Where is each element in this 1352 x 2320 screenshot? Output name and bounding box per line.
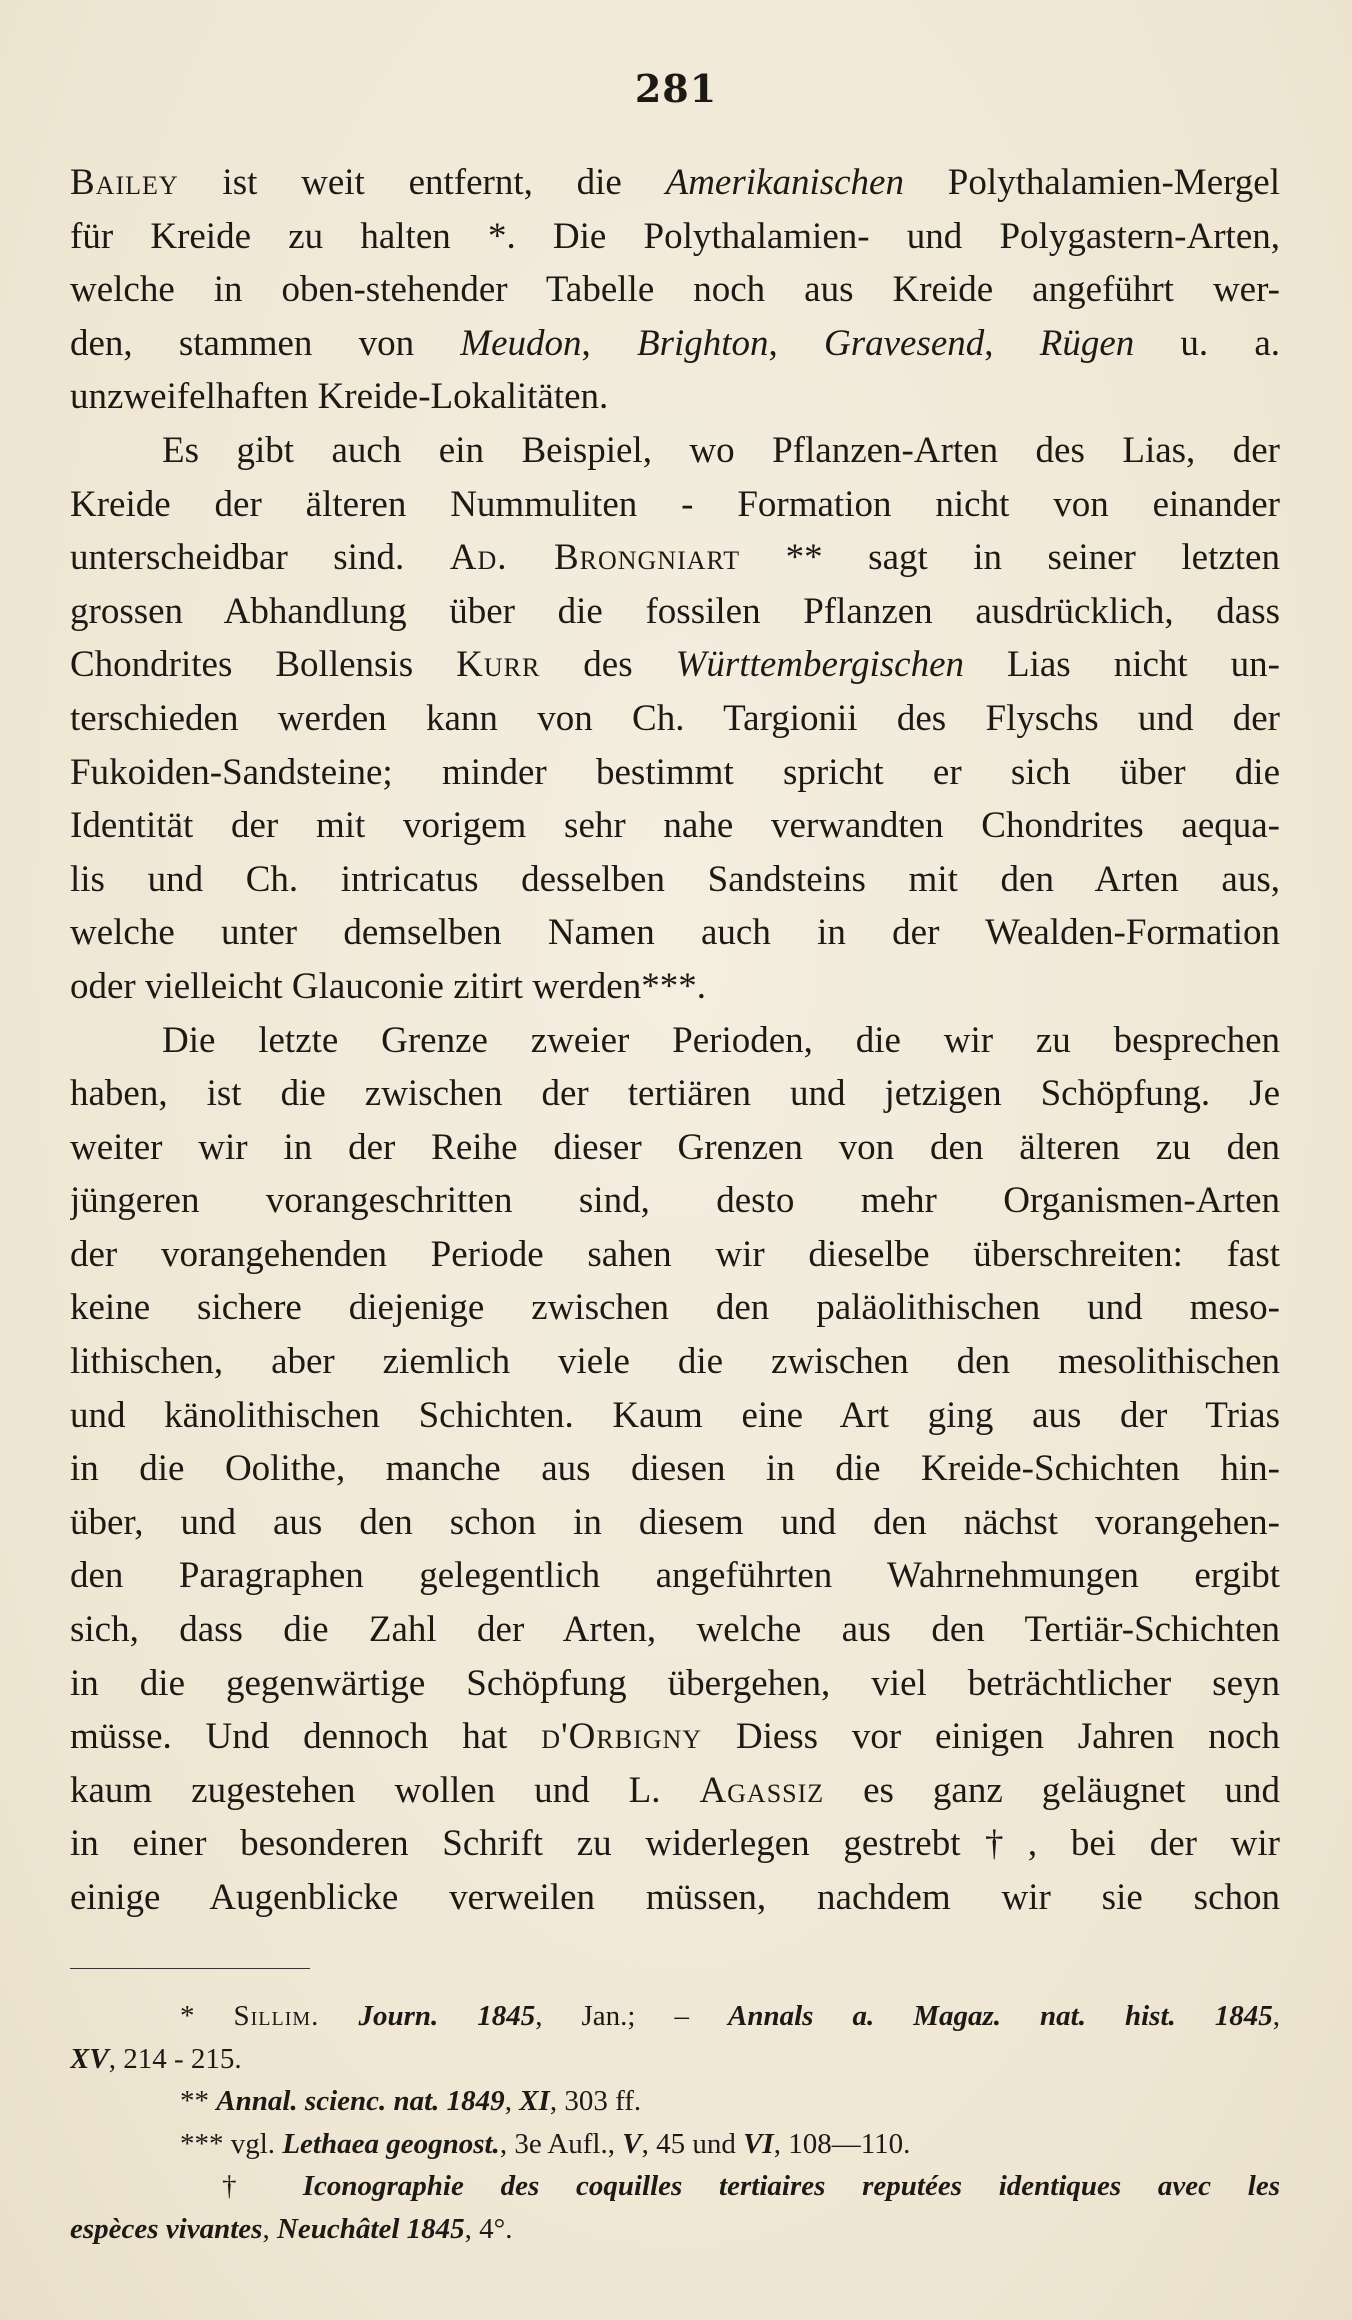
text-line: kaum zugestehen wollen und L. Agassiz es ganz geläugnet und [70, 1769, 1280, 1811]
footnote-line: ** Annal. scienc. nat. 1849, XI, 303 ff. [180, 2085, 642, 2118]
text-line: einige Augenblicke verweilen müssen, nachdem wir sie schon [70, 1877, 1280, 1918]
footnote-line: * Sillim. Journ. 1845, Jan.; – Annals a. Magaz. nat. hist. 1845, [180, 2000, 1280, 2032]
text-line: für Kreide zu halten *. Die Polythalamien- und Polygastern-Arten, [70, 215, 1280, 257]
text-line: in die gegenwärtige Schöpfung übergehen, viel beträchtlicher seyn [70, 1662, 1280, 1704]
text-line: haben, ist die zwischen der tertiären und jetzigen Schöpfung. Je [70, 1073, 1280, 1115]
text-line: weiter wir in der Reihe dieser Grenzen von den älteren zu den [70, 1126, 1280, 1168]
text-line: oder vielleicht Glauconie zitirt werden***. [70, 965, 706, 1007]
text-line: welche in oben-stehender Tabelle noch aus Kreide angeführt wer- [70, 269, 1280, 311]
text-line: in die Oolithe, manche aus diesen in die Kreide-Schichten hin- [70, 1448, 1280, 1490]
text-line: keine sichere diejenige zwischen den paläolithischen und meso- [70, 1287, 1280, 1329]
text-line: Bailey ist weit entfernt, die Amerikanischen Polythalamien-Mergel [70, 162, 1280, 203]
text-line: Es gibt auch ein Beispiel, wo Pflanzen-Arten des Lias, der [162, 429, 1280, 471]
footnotes [70, 1995, 1280, 2251]
page-number: 281 [634, 66, 718, 111]
text-line: grossen Abhandlung über die fossilen Pflanzen ausdrücklich, dass [70, 590, 1280, 632]
footnote-line: espèces vivantes, Neuchâtel 1845, 4°. [70, 2212, 513, 2245]
text-line: sich, dass die Zahl der Arten, welche aus den Tertiär-Schichten [70, 1609, 1280, 1651]
text-line: welche unter demselben Namen auch in der Wealden-Formation [70, 912, 1280, 954]
text-line: der vorangehenden Periode sahen wir dieselbe überschreiten: fast [70, 1233, 1280, 1275]
text-line: unzweifelhaften Kreide-Lokalitäten. [70, 376, 609, 418]
text-line: müsse. Und dennoch hat d'Orbigny Diess vor einigen Jahren noch [70, 1716, 1280, 1758]
text-line: den Paragraphen gelegentlich angeführten Wahrnehmungen ergibt [70, 1555, 1280, 1597]
text-line: und känolithischen Schichten. Kaum eine Art ging aus der Trias [70, 1394, 1280, 1436]
text-line: Identität der mit vorigem sehr nahe verwandten Chondrites aequa- [70, 805, 1280, 847]
text-line: in einer besonderen Schrift zu widerlegen gestrebt†, bei der wir [70, 1823, 1280, 1865]
text-line: über, und aus den schon in diesem und den nächst vorangehen- [70, 1501, 1280, 1543]
footnote-line: † Iconographie des coquilles tertiaires reputées identiques avec les [222, 2170, 1280, 2203]
footnote-line: *** vgl. Lethaea geognost., 3e Aufl., V, 45 und VI, 108—110. [180, 2127, 911, 2160]
footnote-line: XV, 214 - 215. [70, 2042, 242, 2075]
text-line: lithischen, aber ziemlich viele die zwischen den mesolithischen [70, 1341, 1280, 1383]
text-line: unterscheidbar sind. Ad. Brongniart ** sagt in seiner letzten [70, 537, 1280, 579]
text-line: Kreide der älteren Nummuliten - Formation nicht von einander [70, 483, 1280, 525]
text-line: Chondrites Bollensis Kurr des Württembergischen Lias nicht un- [70, 644, 1280, 686]
text-line: Die letzte Grenze zweier Perioden, die wir zu besprechen [162, 1019, 1280, 1061]
text-line: lis und Ch. intricatus desselben Sandsteins mit den Arten aus, [70, 858, 1280, 900]
text-line: terschieden werden kann von Ch. Targionii des Flyschs und der [70, 697, 1280, 739]
text-line: den, stammen von Meudon, Brighton, Gravesend, Rügen u. a. [70, 322, 1280, 364]
body-text [70, 156, 1280, 1925]
text-line: jüngeren vorangeschritten sind, desto mehr Organismen-Arten [70, 1180, 1280, 1222]
text-line: Fukoiden-Sandsteine; minder bestimmt spricht er sich über die [70, 751, 1280, 793]
footnote-divider [70, 1968, 310, 1969]
